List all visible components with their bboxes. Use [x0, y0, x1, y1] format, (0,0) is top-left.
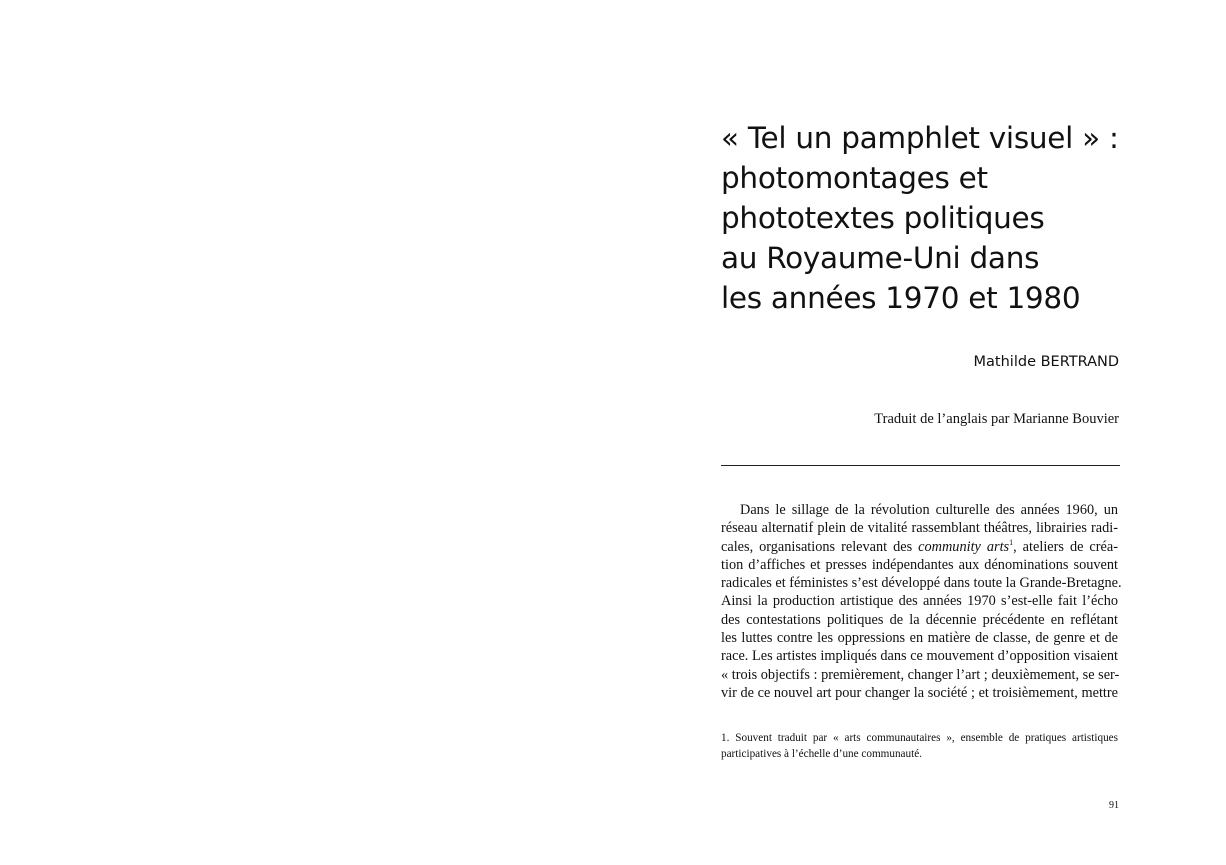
footnote-line: 1. Souvent traduit par « arts communautaires », ensemble de pratiques artistiques — [721, 732, 1118, 744]
body-line: les luttes contre les oppressions en matière de classe, de genre et de — [721, 630, 1118, 647]
body-line: « trois objectifs : premièrement, changer l’art ; deuxièmement, se ser- — [721, 666, 1120, 683]
footnote-line: participatives à l’échelle d’une communauté. — [721, 748, 922, 760]
horizontal-divider — [721, 465, 1120, 466]
title-line: « Tel un pamphlet visuel » : — [721, 121, 1119, 155]
body-line: des contestations politiques de la décennie précédente en reflétant — [721, 611, 1118, 628]
footnote — [721, 730, 1118, 762]
body-line: radicales et féministes s’est développé dans toute la Grande-Bretagne. — [721, 575, 1122, 592]
body-line: Dans le sillage de la révolution culturelle des années 1960, un — [740, 502, 1118, 518]
title-line: phototextes politiques — [721, 201, 1045, 235]
body-line: race. Les artistes impliqués dans ce mouvement d’opposition visaient — [721, 648, 1118, 665]
body-line — [721, 538, 1118, 556]
right-page — [613, 0, 1226, 865]
title-line: photomontages et — [721, 161, 988, 195]
italic-term: community arts — [918, 538, 1010, 555]
body-paragraph — [721, 501, 1122, 702]
title-line: les années 1970 et 1980 — [721, 281, 1081, 315]
body-line: réseau alternatif plein de vitalité rassemblant théâtres, librairies radi- — [721, 520, 1118, 537]
chapter-title — [721, 118, 1141, 318]
title-line: au Royaume-Uni dans — [721, 241, 1040, 275]
body-line: tion d’affiches et presses indépendantes aux dénominations souvent — [721, 556, 1118, 573]
body-line: vir de ce nouvel art pour changer la société ; et troisièmement, mettre — [721, 684, 1118, 701]
body-line-part: , ateliers de créa- — [1013, 538, 1118, 555]
body-line-part: cales, organisations relevant des — [721, 538, 913, 555]
body-line: Ainsi la production artistique des années 1970 s’est-elle fait l’écho — [721, 593, 1118, 610]
translator-credit: Traduit de l’anglais par Marianne Bouvier — [874, 411, 1119, 427]
footnote-reference[interactable]: 1 — [1009, 537, 1014, 547]
author-name: Mathilde BERTRAND — [973, 354, 1119, 370]
page-number: 91 — [1109, 800, 1119, 811]
